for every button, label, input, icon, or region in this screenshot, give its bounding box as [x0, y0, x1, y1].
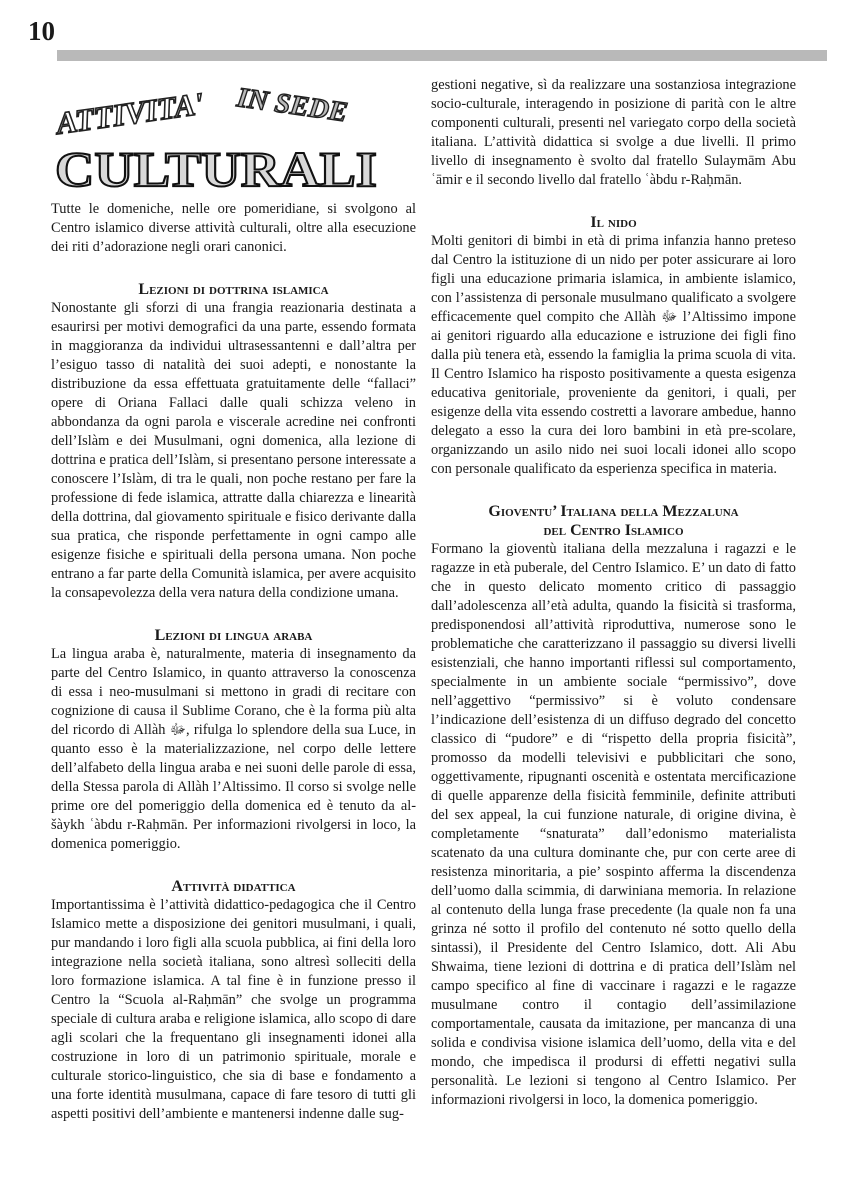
paragraph-continued: gestioni negative, sì da realizzare una sostanziosa integrazione socio-culturale, interagendo in posizione di parità con le altre componenti culturali, presenti nel variegato corpo della società italiana. L’attività didattica si svolge a due livelli. Il primo livello di insegnamento è svolto dal fratello Sulaymām Abu ʿāmir e il secondo livello dal fratello ʿàbdu r-Raḥmān.	[431, 77, 796, 188]
logo-graphic	[52, 64, 382, 204]
page-number: 10	[28, 16, 55, 46]
paragraph-dottrina: Nonostante gli sforzi di una frangia reazionaria destinata a esaurirsi per motivi demografici da una parte, essendo formata in maggioranza da individui ultrasessantenni e dall’altra per l’esiguo tasso di natalità dei suoi adepti, e nonostante la distribuzione da essa effettuata gratuitamente delle “fallaci” opere di Oriana Fallaci dalle quali schizza veleno in abbondanza da ogni parola e viscerale acredine nei confronti dell’Islàm e dei Musulmani, ogni domenica, alla lezione di dottrina e pratica dell’Islàm, si presentano persone interessate a conoscere l’Islàm, di tra le quali, non poche restano per fare la professione di fede islamica, attratte dalla chiarezza e linearità della dottrina, dal giovamento spirituale e fisico derivante dalla sua pratica, che risponde perfettamente in ogni campo alle esigenze fisiche e spirituali della persona umana. Non poche entrano a far parte della Comunità islamica, per avere acquisito la consapevolezza della vera natura della condizione umana.	[51, 300, 416, 601]
section-title-lingua-araba: Lezioni di lingua araba	[154, 627, 313, 644]
section-title-gioventu-line2: del Centro Islamico	[543, 522, 684, 539]
right-column	[431, 76, 796, 1110]
section-title-nido: Il nido	[590, 214, 637, 231]
logo-line3: CULTURALI	[55, 141, 377, 197]
paragraph-lingua-araba: La lingua araba è, naturalmente, materia di insegnamento da parte del Centro Islamico, in quanto attraverso la conoscenza di essa i neo-musulmani si mettono in gradi di recitare con cognizione di causa il Sublime Corano, che è la forma più alta del ricordo di Allàh ﷻ, rifulga lo splendore della sua Luce, in quanto esso è la materializzazione, nel corpo delle lettere dell’alfabeto della lingua araba e nei suoni delle parole di essa, della Stessa parola di Allàh l’Altissimo. Il corso si svolge nelle prime ore del pomeriggio della domenica ed è tenuto da al-šàykh ʿàbdu r-Raḥmān. Per informazioni rivolgersi in loco, la domenica pomeriggio.	[51, 646, 416, 852]
logo-line2: IN SEDE	[235, 82, 350, 129]
header-bar	[57, 50, 827, 61]
section-title-dottrina: Lezioni di dottrina islamica	[138, 281, 329, 298]
intro-paragraph: Tutte le domeniche, nelle ore pomeridiane, si svolgono al Centro islamico diverse attività culturali, oltre alla esecuzione dei riti d’adorazione negli orari canonici.	[51, 201, 416, 255]
section-logo	[52, 64, 382, 204]
section-title-gioventu-line1: Gioventu’ Italiana della Mezzaluna	[488, 503, 739, 520]
paragraph-nido: Molti genitori di bimbi in età di prima infanzia hanno preteso dal Centro la istituzione di un nido per poter assicurare ai loro figli una educazione primaria islamica, in ambiente islamico, con l’assistenza di personale musulmano qualificato a svolgere efficacemente quel compito che Allàh ﷻ l’Altissimo impone ai genitori riguardo alla educazione e istruzione dei figli fino dalla più tenera età, essendo la famiglia la prima scuola di vita. Il Centro Islamico ha risposto positivamente a questa esigenza educativa genitoriale, proveniente da genitori, i quali, per esigenze della vita essendo costretti a lavorare ambedue, hanno delegato a esso la cura dei loro bambini in età pre-scolare, organizzando un asilo nido nei suoi locali idonei allo scopo con personale qualificato da esperienza specifica in materia.	[431, 233, 796, 477]
paragraph-attivita-didattica: Importantissima è l’attività didattico-pedagogica che il Centro Islamico mette a disposizione dei genitori musulmani, i quali, pur mandando i loro figli alla scuola pubblica, ai fini della loro integrazione nella società italiana, sono altresì solleciti della loro formazione islamica. A tal fine è in funzione presso il Centro la “Scuola al-Raḥmān” che svolge un programma speciale di cultura araba e religione islamica, allo scopo di dare agli scolari che la frequentano gli insegnamenti idonei alla costruzione in loro di un patrimonio spirituale, morale e culturale storico-linguistico, che sia di base e fondamento a una forte identità musulmana, capace di fare tesoro di tutti gli aspetti positivi dell’ambiente e mantenersi indenne dalle sug-	[51, 897, 416, 1122]
section-title-attivita-didattica: Attività didattica	[171, 878, 296, 895]
paragraph-gioventu: Formano la gioventù italiana della mezzaluna i ragazzi e le ragazze in età puberale, del Centro Islamico. E’ un dato di fatto che in questo delicato momento critico di passaggio dall’adolescenza all’età adulta, quando la fisicità si trasforma, predisponendosi all’attività riproduttiva, numerose sono le problematiche che caratterizzano il passaggio su diversi livelli esistenziali, che hanno importanti riflessi sul comportamento, specialmente in un ambiente sociale “permissivo”, dove nell’aggettivo “permissivo” si è voluto condensare l’indicazione dell’esistenza di un diffuso degrado del concetto classico di “pudore” e di “rispetto della propria fisicità”, promosso da modelli televisivi e pubblicitari che sono, oggettivamente, ripugnanti oscenità e ostentata mercificazione di quelle apparenze della fisicità femminile, definite attributi del sex appeal, la cui funzione naturale, di origine divina, è completamente “snaturata” dall’edonismo materialista scatenato da una cultura dominante che, pur con certe aree di resistenza minoritaria, a pie’ sospinto afferma la discendenza dell’uomo dalla scimmia, di darwiniana memoria. In relazione al contenuto della lunga frase precedente (la quale non fa una grinza né sotto il profilo del contenuto né sotto quello della sintassi), il Presidente del Centro Islamico, dott. Ali Abu Shwaima, tiene lezioni di dottrina e di pratica dell’Islàm nel campo specifico al fine di vaccinare i ragazzi e le ragazze musulmane contro il contagio dell’assimilazione comportamentale, causata da imitazione, per mancanza di una solida e condivisa visione islamica dell’uomo, della vita e del mondo, che impedisca il prodursi di effetti negativi sulla personalità. Le lezioni si tengono al Centro Islamico. Per informazioni rivolgersi in loco, la domenica pomeriggio.	[431, 541, 796, 1108]
left-column	[51, 200, 416, 1124]
logo-line1: ATTIVITA'	[54, 85, 206, 141]
